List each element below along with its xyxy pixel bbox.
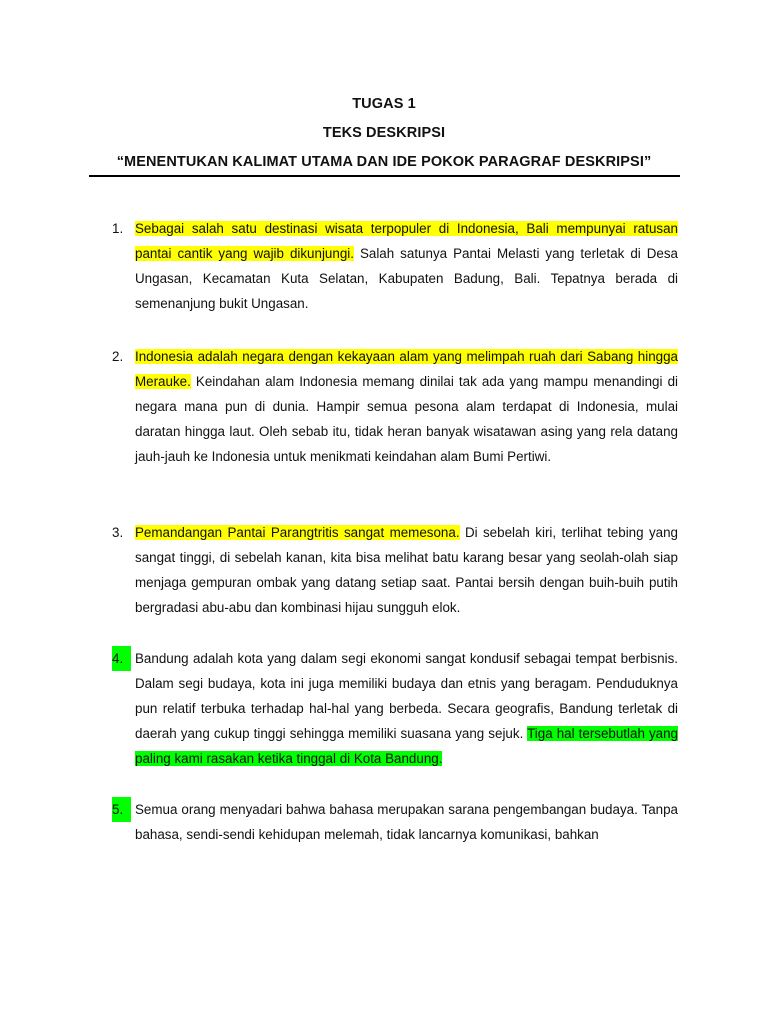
main-sentence-highlight: Indonesia adalah negara dengan kekayaan alam yang melimpah ruah dari Sabang hingga Merauke. [135, 349, 678, 389]
paragraph-text [135, 520, 678, 620]
paragraph-text [135, 646, 678, 771]
paragraph-text [135, 216, 678, 316]
supporting-text: Salah satunya Pantai Melasti yang terletak di Desa Ungasan, Kecamatan Kuta Selatan, Kabupaten Badung, Bali. Tepatnya berada di semenanjung bukit Ungasan. [135, 246, 678, 311]
main-sentence-highlight: Sebagai salah satu destinasi wisata terpopuler di Indonesia, Bali mempunyai ratusan pantai cantik yang wajib dikunjungi. [135, 221, 678, 261]
assignment-title: TUGAS 1 [352, 96, 416, 112]
header-divider [89, 175, 680, 177]
main-sentence-highlight: Tiga hal tersebutlah yang paling kami rasakan ketika tinggal di Kota Bandung. [135, 726, 678, 766]
document-subtitle: TEKS DESKRIPSI [322, 125, 446, 141]
supporting-text: Bandung adalah kota yang dalam segi ekonomi sangat kondusif sebagai tempat berbisnis. Dalam segi budaya, kota ini juga memiliki budaya dan etnis yang beragam. Penduduknya pun relatif terbuka terhadap hal-hal yang berbeda. Secara geografis, Bandung terletak di daerah yang cukup tinggi sehingga memiliki suasana yang sejuk. [135, 651, 678, 741]
item-number: 3. [112, 525, 124, 540]
item-number-highlighted: 5. [112, 797, 131, 822]
main-sentence-highlight: Pemandangan Pantai Parangtritis sangat memesona. [135, 525, 460, 540]
document-topic: “MENENTUKAN KALIMAT UTAMA DAN IDE POKOK PARAGRAF DESKRIPSI” [116, 154, 652, 170]
item-number: 2. [112, 349, 124, 364]
item-number: 1. [112, 221, 124, 236]
paragraph-text [135, 797, 678, 847]
supporting-text: Semua orang menyadari bahwa bahasa merupakan sarana pengembangan budaya. Tanpa bahasa, sendi-sendi kehidupan melemah, tidak lancarnya komunikasi, bahkan [135, 802, 678, 842]
supporting-text: Keindahan alam Indonesia memang dinilai tak ada yang mampu menandingi di negara mana pun di dunia. Hampir semua pesona alam terdapat di Indonesia, mulai daratan hingga laut. Oleh sebab itu, tidak heran banyak wisatawan asing yang rela datang jauh-jauh ke Indonesia untuk menikmati keindahan alam Bumi Pertiwi. [135, 374, 678, 464]
paragraph-text [135, 344, 678, 469]
item-number-highlighted: 4. [112, 646, 131, 671]
supporting-text: Di sebelah kiri, terlihat tebing yang sangat tinggi, di sebelah kanan, kita bisa melihat batu karang besar yang seolah-olah siap menjaga gempuran ombak yang datang setiap saat. Pantai bersih dengan buih-buih putih bergradasi abu-abu dan kombinasi hijau sungguh elok. [135, 525, 678, 615]
